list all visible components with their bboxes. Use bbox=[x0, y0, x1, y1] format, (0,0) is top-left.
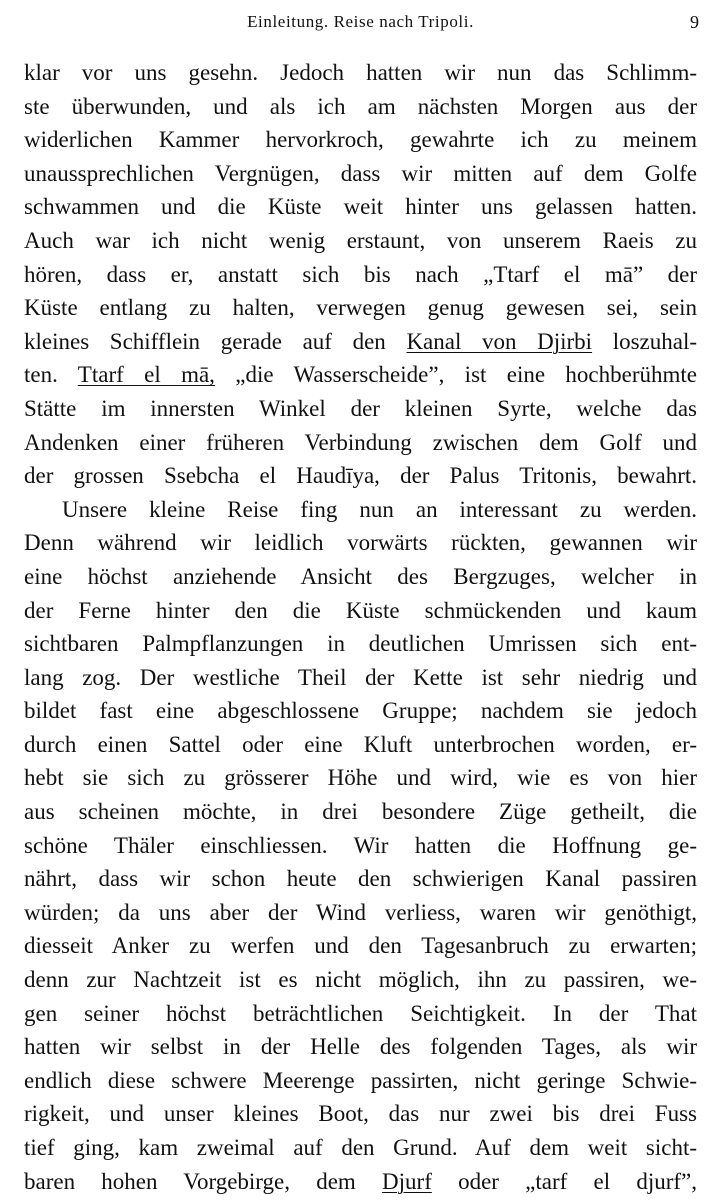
text-line: ste überwunden, und als ich am nächsten Morgen aus der bbox=[24, 93, 697, 119]
text-line bbox=[24, 325, 697, 359]
underlined-place-name: Djurf bbox=[382, 1168, 432, 1194]
text-line: hören, dass er, anstatt sich bis nach „Ttarf el mā” der bbox=[24, 261, 697, 287]
paragraph-first-line: Unsere kleine Reise fing nun an interessant zu werden. bbox=[62, 496, 697, 522]
text-line: endlich diese schwere Meerenge passirten, nicht geringe Schwie- bbox=[24, 1067, 697, 1093]
text-segment: kleines Schifflein gerade auf den bbox=[24, 328, 407, 354]
text-line: schwammen und die Küste weit hinter uns gelassen hatten. bbox=[24, 194, 697, 220]
text-segment: loszuhal- bbox=[592, 328, 697, 354]
text-line: lang zog. Der westliche Theil der Kette ist sehr niedrig und bbox=[24, 664, 697, 690]
text-segment: baren hohen Vorgebirge, dem bbox=[24, 1168, 383, 1194]
text-line: bildet fast eine abgeschlossene Gruppe; nachdem sie jedoch bbox=[24, 698, 697, 724]
text-line: rigkeit, und unser kleines Boot, das nur zwei bis drei Fuss bbox=[24, 1101, 697, 1127]
text-segment: oder „tarf el djurf”, bbox=[431, 1168, 697, 1194]
text-line bbox=[24, 358, 697, 392]
text-line: durch einen Sattel oder eine Kluft unterbrochen worden, er- bbox=[24, 731, 697, 757]
text-line: klar vor uns gesehn. Jedoch hatten wir nun das Schlimm- bbox=[24, 60, 697, 85]
text-segment: „die Wasserscheide”, ist eine hochberühmte bbox=[214, 362, 697, 388]
text-line: sichtbaren Palmpflanzungen in deutlichen Umrissen sich ent- bbox=[24, 631, 697, 657]
text-line: hatten wir selbst in der Helle des folgenden Tages, als wir bbox=[24, 1034, 697, 1060]
text-line: widerlichen Kammer hervorkroch, gewahrte ich zu meinem bbox=[24, 127, 697, 153]
text-line: der Ferne hinter den die Küste schmückenden und kaum bbox=[24, 597, 697, 623]
body-text bbox=[24, 56, 697, 1198]
underlined-place-name: Ttarf el mā, bbox=[77, 362, 215, 388]
text-line: schöne Thäler einschliessen. Wir hatten die Hoffnung ge- bbox=[24, 832, 697, 858]
text-line: denn zur Nachtzeit ist es nicht möglich, ihn zu passiren, we- bbox=[24, 967, 697, 993]
text-line: tief ging, kam zweimal auf den Grund. Auf dem weit sicht- bbox=[24, 1135, 697, 1160]
text-line: aus scheinen möchte, in drei besondere Züge getheilt, die bbox=[24, 799, 697, 825]
text-line: unaussprechlichen Vergnügen, dass wir mitten auf dem Golfe bbox=[24, 160, 697, 186]
running-title: Einleitung. Reise nach Tripoli. bbox=[247, 12, 474, 31]
underlined-place-name: Kanal von Djirbi bbox=[406, 328, 593, 354]
text-line: würden; da uns aber der Wind verliess, waren wir genöthigt, bbox=[24, 899, 697, 925]
text-line: Auch war ich nicht wenig erstaunt, von unserem Raeis zu bbox=[24, 227, 697, 253]
text-line: Küste entlang zu halten, verwegen genug gewesen sei, sein bbox=[24, 295, 697, 321]
text-line: hebt sie sich zu grösserer Höhe und wird, wie es von hier bbox=[24, 765, 697, 791]
text-line: diesseit Anker zu werfen und den Tagesanbruch zu erwarten; bbox=[24, 933, 697, 959]
text-line: eine höchst anziehende Ansicht des Bergzuges, welcher in bbox=[24, 563, 697, 589]
text-line bbox=[24, 1165, 697, 1199]
text-line: nährt, dass wir schon heute den schwierigen Kanal passiren bbox=[24, 866, 697, 892]
text-line: gen seiner höchst beträchtlichen Seichtigkeit. In der That bbox=[24, 1000, 697, 1026]
text-line: der grossen Ssebcha el Haudīya, der Palus Tritonis, bewahrt. bbox=[24, 463, 697, 489]
text-line: Denn während wir leidlich vorwärts rückten, gewannen wir bbox=[24, 530, 697, 556]
text-line: Stätte im innersten Winkel der kleinen Syrte, welche das bbox=[24, 395, 697, 421]
text-segment: ten. bbox=[24, 362, 78, 388]
text-line: Andenken einer früheren Verbindung zwischen dem Golf und bbox=[24, 429, 697, 455]
running-head bbox=[0, 8, 721, 38]
page-number: 9 bbox=[690, 12, 699, 32]
